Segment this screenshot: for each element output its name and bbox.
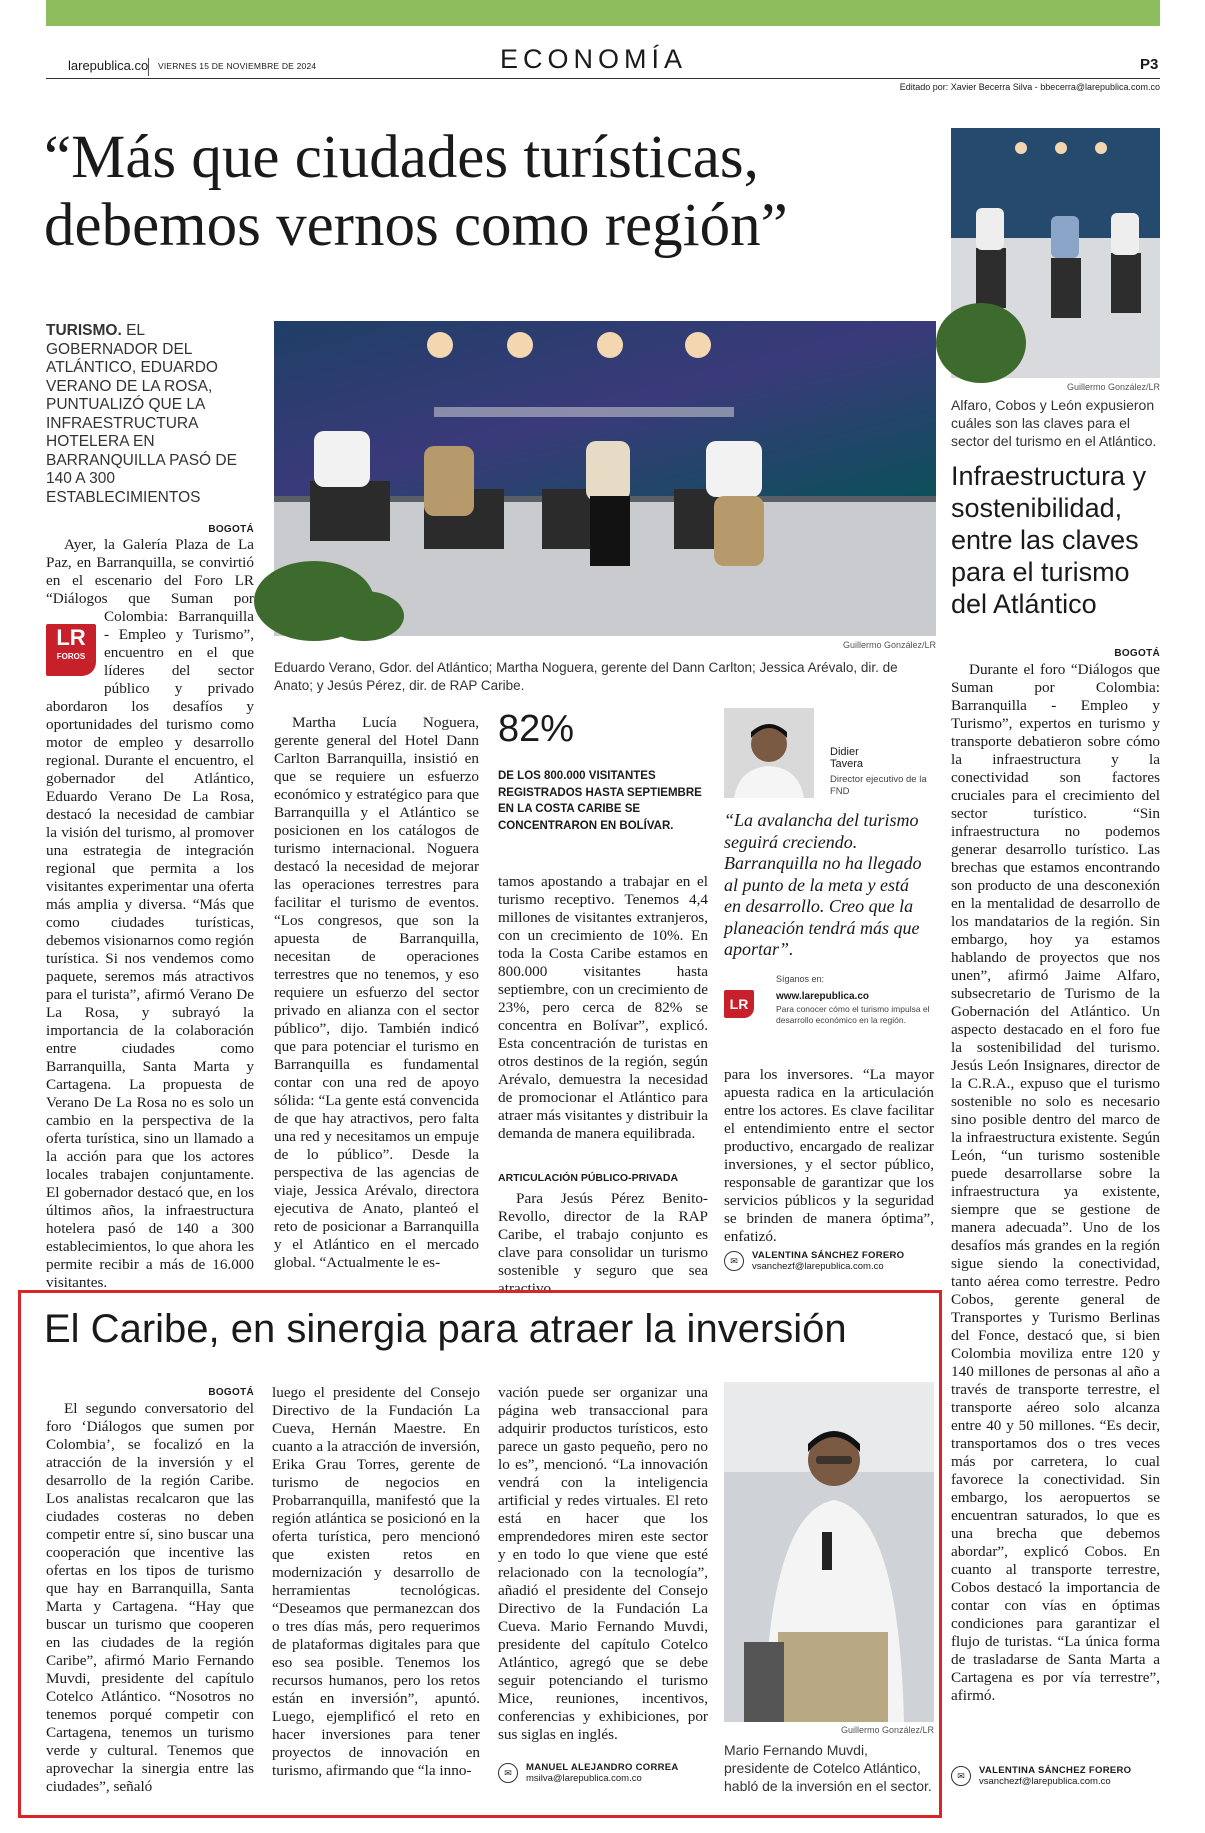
follow-site-link[interactable]: www.larepublica.co <box>776 991 869 1002</box>
side-photo-caption: Alfaro, Cobos y León expusieron cuáles son las claves para el sector del turismo en el Atlántico. <box>951 397 1157 449</box>
main-column-4-text: para los inversores. “La mayor apuesta radica en la articulación entre los actores. Es clave facilitar el entendimiento entre el sector productivo, encargado de realizar inversiones, y el sector público, responsable de garantizar que los servicios públicos y la seguridad se brinden de manera óptima”, enfatizó. <box>724 1066 934 1245</box>
follow-label: Síganos en: <box>776 974 825 984</box>
bottom-photo-credit: Guillermo González/LR <box>840 1725 934 1735</box>
main-byline <box>724 1250 934 1272</box>
side-body <box>951 661 1160 1761</box>
side-photo <box>951 128 1160 378</box>
side-author-mail[interactable]: vsanchezf@larepublica.com.co <box>979 1776 1111 1787</box>
bottom-author-mail[interactable]: msilva@larepublica.com.co <box>526 1773 642 1784</box>
person-portrait-icon <box>724 708 814 798</box>
bottom-column-1 <box>46 1400 254 1800</box>
bottom-column-1-text: El segundo conversatorio del foro ‘Diálogos que sumen por Colombia’, se focalizó en la atracción de la inversión y el desarrollo de la región Caribe. Los analistas recalcaron que las ciudades costeras no deben competir entre sí, sino buscar una cooperación que incentive las ofertas en los tipos de turismo que hay en Barranquilla, Santa Marta y Cartagena. “Hay que buscar un turismo que cooperen en las ciudades de la región Caribe”, afirmó Mario Fernando Muvdi, presidente del capítulo Cotelco Atlántico. “Nosotros no tenemos porqué competir con Cartagena, tenemos un turismo verde y cultural. Tenemos que aprovechar la sinergia entre las ciudades”, señaló <box>46 1400 254 1795</box>
main-dateline: BOGOTÁ <box>208 524 254 535</box>
bottom-author-name: MANUEL ALEJANDRO CORREA <box>526 1762 679 1773</box>
pull-quote: “La avalancha del turismo seguirá creciendo. Barranquilla no ha llegado al punto de la meta y está en desarrollo. Creo que la planeación tendrá más que aportar”. <box>724 810 922 959</box>
follow-text: Para conocer cómo el turismo impulsa el desarrollo económico en la región. <box>776 1004 930 1025</box>
lr-logo-icon: LR <box>56 625 86 650</box>
quote-role: Director ejecutivo de la FND <box>830 774 927 797</box>
side-byline <box>951 1765 1160 1787</box>
bottom-column-2 <box>272 1384 480 1794</box>
main-photo <box>274 321 936 636</box>
main-photo-credit: Guillermo González/LR <box>842 640 936 650</box>
main-column-2 <box>274 714 479 1276</box>
main-column-1-text: Ayer, la Galería Plaza de La Paz, en Barranquilla, se convirtió en el escenario del Foro LR “Diálogos que Suman por Colombia: Barranquilla - Empleo y Turismo”, encuentro en el que líderes del sector público y privado abordaron los desafíos y oportunidades del turismo como motor de empleo y desarrollo regional. Durante el encuentro, el gobernador del Atlántico, Eduardo Verano De La Rosa, destacó la necesidad de cambiar la visión del turismo, al promover una estrategia de integración regional que permita a los visitantes experimentar una oferta más amplia y diversa. “Más que como ciudades turísticas, debemos visionarnos como región turística. Si nos vendemos como paquete, seremos más atractivos para el turista”, afirmó Verano De La Rosa, y subrayó la importancia de la colaboración entre ciudades como Barranquilla, Santa Marta y Cartagena. La propuesta de Verano De La Rosa no es solo un cambio en la perspectiva de la oferta turística, sino un llamado a la acción para que los actores locales trabajen conjuntamente. El gobernador destacó que, en los últimos años, la infraestructura hotelera pasó de 140 a 300 establecimientos, lo que ahora les permite recibir a más de 16.000 visitantes. <box>46 536 254 1291</box>
editor-line: Editado por: Xavier Becerra Silva - bbecerra@larepublica.com.co <box>899 82 1160 92</box>
bottom-column-3-text: vación puede ser organizar una página web transaccional para adquirir productos turísticos, esto parece un gasto pequeño, pero no lo es”, mencionó. “La innovación vendrá con la inteligencia artificial y redes virtuales. El reto está en hacer que los emprendedores miren este sector y en todo lo que viene que esté relacionado con la tecnología”, añadió el presidente del Consejo Directivo de la Fundación La Cueva. Mario Fernando Muvdi, presidente del capítulo Cotelco Atlántico, agregó que se debe seguir potenciando el turismo Mice, reuniones, incentivos, conferencias y exhibiciones, por sus siglas en inglés. <box>498 1384 708 1743</box>
quote-name: Didier Tavera <box>830 746 864 770</box>
side-body-text: Durante el foro “Diálogos que Suman por Colombia: Barranquilla - Empleo y Turismo”, expertos en turismo y transporte debatieron sobre cómo la infraestructura y la conectividad son factores cruciales para el crecimiento del sector turístico. “Sin infraestructura no podemos generar desarrollo turístico. Las brechas que estamos encontrando son producto de una desconexión en la mentalidad de desarrollo de los mandatarios de la región. Sin embargo, hoy ya estamos hablando de proyectos que nos unen”, afirmó Jaime Alfaro, subsecretario de Turismo de la Gobernación del Atlántico. Un aspecto destacado en el foro fue la sostenibilidad del turismo. Jesús León Insignares, director de la C.R.A., expuso que el turismo sostenible no solo es necesario sino posible dentro del marco de la infraestructura existente. Según León, “un turismo sostenible puede desarrollarse sobre la infraestructura ya existente, siempre que se gestione de manera adecuada”. Uno de los desafíos más grandes en la región sigue siendo la conectividad, tanto aérea como terrestre. Pedro Cobos, gerente general de Transportes y Turismo Berlinas del Fonce, destacó que, si bien Colombia moviliza entre 120 y 140 millones de personas al año a través de transporte terrestre, el transporte aéreo solo alcanza entre 40 y 50 millones. “Es decir, transportamos dos o tres veces más por carretera, lo cual favorece la conectividad. Sin embargo, los aeropuertos se encuentran saturados, lo que es una brecha que debemos abordar”, explicó Cobos. En cuanto al transporte terrestre, Cobos destacó la importancia de contar con vías en óptimas condiciones para garantizar el flujo de turistas. “La única forma de trasladarse de Santa Marta a Cartagena es por vía terrestre”, afirmó. <box>951 661 1160 1704</box>
stat-value: 82% <box>498 708 575 750</box>
mail-icon: ✉ <box>724 1251 744 1271</box>
lead-paragraph <box>46 322 254 507</box>
bottom-dateline: BOGOTÁ <box>208 1387 254 1398</box>
main-column-3b <box>498 1190 708 1297</box>
main-photo-caption: Eduardo Verano, Gdor. del Atlántico; Martha Noguera, gerente del Dann Carlton; Jessica Arévalo, dir. de Anato; y Jesús Pérez, dir. de RAP Caribe. <box>274 660 898 693</box>
lr-follow-icon: LR <box>724 990 754 1018</box>
lead-text: EL GOBERNADOR DEL ATLÁNTICO, EDUARDO VERANO DE LA ROSA, PUNTUALIZÓ QUE LA INFRAESTRUCTURA HOTELERA EN BARRANQUILLA PASÓ DE 140 A 300 ESTABLECIMIENTOS <box>46 322 237 506</box>
side-headline: Infraestructura y sostenibilidad, entre las claves para el turismo del Atlántico <box>951 461 1147 619</box>
lr-foros-label: FOROS <box>56 652 86 661</box>
main-column-3 <box>498 873 708 1149</box>
speaker-illustration <box>724 1382 934 1722</box>
section-title: ECONOMÍA <box>500 44 688 74</box>
top-color-band <box>46 0 1160 26</box>
side-author-name: VALENTINA SÁNCHEZ FORERO <box>979 1765 1132 1776</box>
stat-text: DE LOS 800.000 VISITANTES REGISTRADOS HASTA SEPTIEMBRE EN LA COSTA CARIBE SE CONCENTRARON EN BOLÍVAR. <box>498 770 702 832</box>
quote-portrait <box>724 708 814 798</box>
main-column-2-text: Martha Lucía Noguera, gerente general del Hotel Dann Carlton Barranquilla, insistió en que se requiere un esfuerzo económico y estratégico para que Barranquilla y el Atlántico se posicionen en los catálogos de turismo internacional. Noguera destacó la necesidad de mejorar las operaciones terrestres para facilitar el turismo de eventos. “Los congresos, que son la apuesta de Barranquilla, necesitan de operaciones terrestres que no tenemos, y eso requiere un esfuerzo del sector privado en alianza con el sector público”, dijo. También indicó que para potenciar el turismo en Barranquilla es fundamental contar con una red de apoyo sólida: “La gente está convencida de que hay atractivos, pero falta una red y necesitamos un empuje de lo público”. Desde la perspectiva de las agencias de viaje, Jessica Arévalo, directora ejecutiva de Anato, planteó el reto de posicionar a Barranquilla y el Atlántico en el mercado global. “Actualmente le es- <box>274 714 479 1271</box>
header-divider <box>148 58 149 76</box>
main-author-name: VALENTINA SÁNCHEZ FORERO <box>752 1250 905 1261</box>
main-column-4 <box>724 1066 934 1246</box>
main-headline: “Más que ciudades turísticas, debemos vernos como región” <box>44 124 788 259</box>
header-rule <box>46 78 1160 79</box>
main-column-1 <box>46 536 254 1291</box>
page-number: P3 <box>1140 56 1159 73</box>
side-dateline: BOGOTÁ <box>1114 648 1160 659</box>
main-column-3b-text: Para Jesús Pérez Benito-Revollo, director de la RAP Caribe, el trabajo conjunto es clave para consolidar un turismo sostenible y seguro que sea atractivo <box>498 1190 708 1297</box>
bottom-photo-caption: Mario Fernando Muvdi, presidente de Cotelco Atlántico, habló de la inversión en el sector. <box>724 1742 932 1794</box>
side-stage-illustration <box>951 128 1160 378</box>
bottom-column-3 <box>498 1384 708 1744</box>
mail-icon: ✉ <box>951 1766 971 1786</box>
side-photo-credit: Guillermo González/LR <box>1066 382 1160 392</box>
bottom-column-2-text: luego el presidente del Consejo Directivo de la Fundación La Cueva, Hernán Maestre. En cuanto a la atracción de inversión, Erika Grau Torres, gerente de turismo de negocios en Probarranquilla, manifestó que la región atlántica se posicionó en la oferta turística, pero mencionó que existen retos en modernización y desarrollo de herramientas tecnológicas. “Deseamos que permanezcan dos o tres días más, pero requerimos de plataformas digitales para que eso sea posible. Tenemos los recursos humanos, pero los retos están en inversión”, apuntó. Luego, ejemplificó el reto en hacer inversiones para tener proyectos de innovación en turismo, afirmando que “la inno- <box>272 1384 480 1779</box>
panel-stage-illustration <box>274 321 936 636</box>
main-author-mail[interactable]: vsanchezf@larepublica.com.co <box>752 1261 884 1272</box>
bottom-byline <box>498 1762 708 1784</box>
lead-kicker: TURISMO. <box>46 322 122 339</box>
section-subhead: ARTICULACIÓN PÚBLICO-PRIVADA <box>498 1172 679 1184</box>
bottom-photo <box>724 1382 934 1722</box>
site-name[interactable]: larepublica.co <box>68 58 149 73</box>
issue-date: VIERNES 15 DE NOVIEMBRE DE 2024 <box>158 61 317 71</box>
bottom-headline: El Caribe, en sinergia para atraer la inversión <box>44 1307 847 1351</box>
mail-icon: ✉ <box>498 1763 518 1783</box>
main-column-3-text: tamos apostando a trabajar en el turismo receptivo. Tenemos 4,4 millones de visitantes extranjeros, con un crecimiento de 10%. En toda la Costa Caribe estamos en 800.000 visitantes hasta septiembre, con un crecimiento de 23%, pero cerca de 82% se concentra en Bolívar”, explicó. Esta concentración de turistas en otros destinos de la región, según Arévalo, demuestra la necesidad de promocionar el Atlántico para atraer más visitantes y distribuir la demanda de manera equilibrada. <box>498 873 708 1142</box>
